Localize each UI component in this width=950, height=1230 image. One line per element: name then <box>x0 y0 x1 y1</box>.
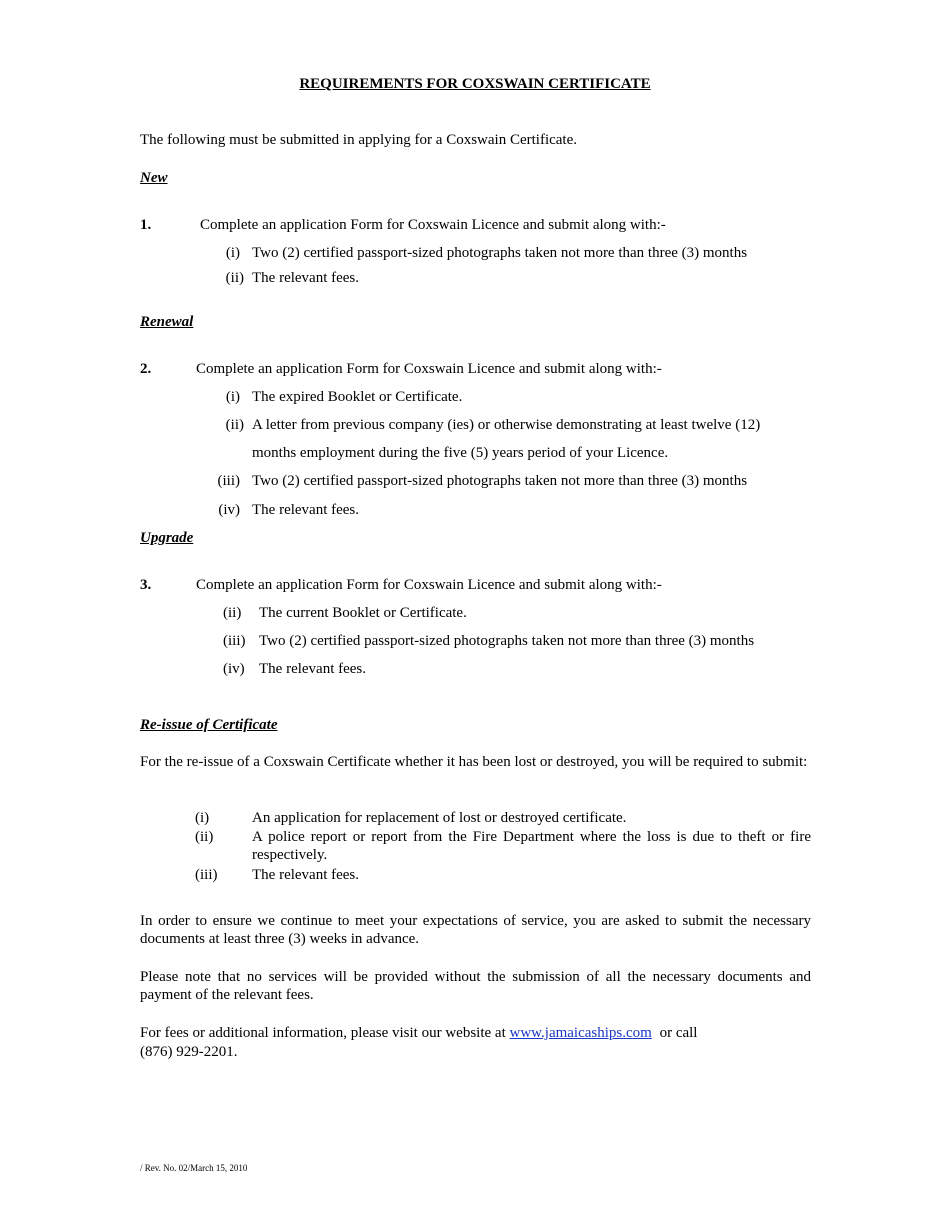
section-heading-upgrade: Upgrade <box>140 530 194 546</box>
sub-item-number: (i) <box>225 389 240 405</box>
contact-line <box>140 1024 697 1042</box>
website-link[interactable]: www.jamaicaships.com <box>509 1025 652 1041</box>
sub-item-number: (iv) <box>223 661 245 677</box>
contact-prefix: For fees or additional information, please visit our website at <box>140 1025 506 1041</box>
item-number: 3. <box>140 577 152 593</box>
sub-item-text: A letter from previous company (ies) or otherwise demonstrating at least twelve (12) <box>252 417 761 433</box>
sub-item-text: The expired Booklet or Certificate. <box>252 389 463 405</box>
sub-item-text: The relevant fees. <box>259 661 367 677</box>
reissue-lead: For the re-issue of a Coxswain Certificate whether it has been lost or destroyed, you will be required to submit: <box>140 754 808 770</box>
sub-item-number: (ii) <box>225 417 244 433</box>
item-number: 1. <box>140 217 152 233</box>
sub-item-number: (i) <box>225 245 240 261</box>
item-lead: Complete an application Form for Coxswain Licence and submit along with:- <box>200 217 666 233</box>
section-heading-reissue: Re-issue of Certificate <box>140 717 278 733</box>
sub-item-text: The relevant fees. <box>252 867 360 883</box>
phone-number: (876) 929-2201. <box>140 1044 238 1060</box>
sub-item-text: A police report or report from the Fire Department where the loss is due to theft or fire respectively. <box>252 829 811 863</box>
sub-item-number: (iii) <box>217 473 240 489</box>
sub-item-text: Two (2) certified passport-sized photographs taken not more than three (3) months <box>252 473 748 489</box>
item-lead: Complete an application Form for Coxswain Licence and submit along with:- <box>196 361 662 377</box>
sub-item-text: The relevant fees. <box>252 502 360 518</box>
sub-item-text-continued: months employment during the five (5) years period of your Licence. <box>252 445 669 461</box>
contact-mid: or call <box>659 1025 698 1041</box>
no-service-note: Please note that no services will be provided without the submission of all the necessary documents and payment of the relevant fees. <box>140 969 811 1003</box>
sub-item-text: The relevant fees. <box>252 270 360 286</box>
sub-item-text: An application for replacement of lost or destroyed certificate. <box>252 810 627 826</box>
sub-item-text: Two (2) certified passport-sized photographs taken not more than three (3) months <box>259 633 755 649</box>
sub-item-number: (iii) <box>223 633 246 649</box>
sub-item-number: (iii) <box>195 867 218 883</box>
sub-item-number: (iv) <box>218 502 240 518</box>
section-heading-renewal: Renewal <box>140 314 194 330</box>
advance-note: In order to ensure we continue to meet your expectations of service, you are asked to submit the necessary documents at least three (3) weeks in advance. <box>140 913 811 947</box>
sub-item-number: (i) <box>195 810 210 826</box>
sub-item-number: (ii) <box>225 270 244 286</box>
section-heading-new: New <box>140 170 168 186</box>
item-lead: Complete an application Form for Coxswain Licence and submit along with:- <box>196 577 662 593</box>
sub-item-number: (ii) <box>195 829 214 845</box>
page-title: REQUIREMENTS FOR COXSWAIN CERTIFICATE <box>299 76 651 92</box>
sub-item-text: The current Booklet or Certificate. <box>259 605 467 621</box>
intro-text: The following must be submitted in applying for a Coxswain Certificate. <box>140 132 577 148</box>
revision-footer: / Rev. No. 02/March 15, 2010 <box>140 1163 248 1173</box>
sub-item-number: (ii) <box>223 605 242 621</box>
item-number: 2. <box>140 361 152 377</box>
sub-item-text: Two (2) certified passport-sized photographs taken not more than three (3) months <box>252 245 748 261</box>
